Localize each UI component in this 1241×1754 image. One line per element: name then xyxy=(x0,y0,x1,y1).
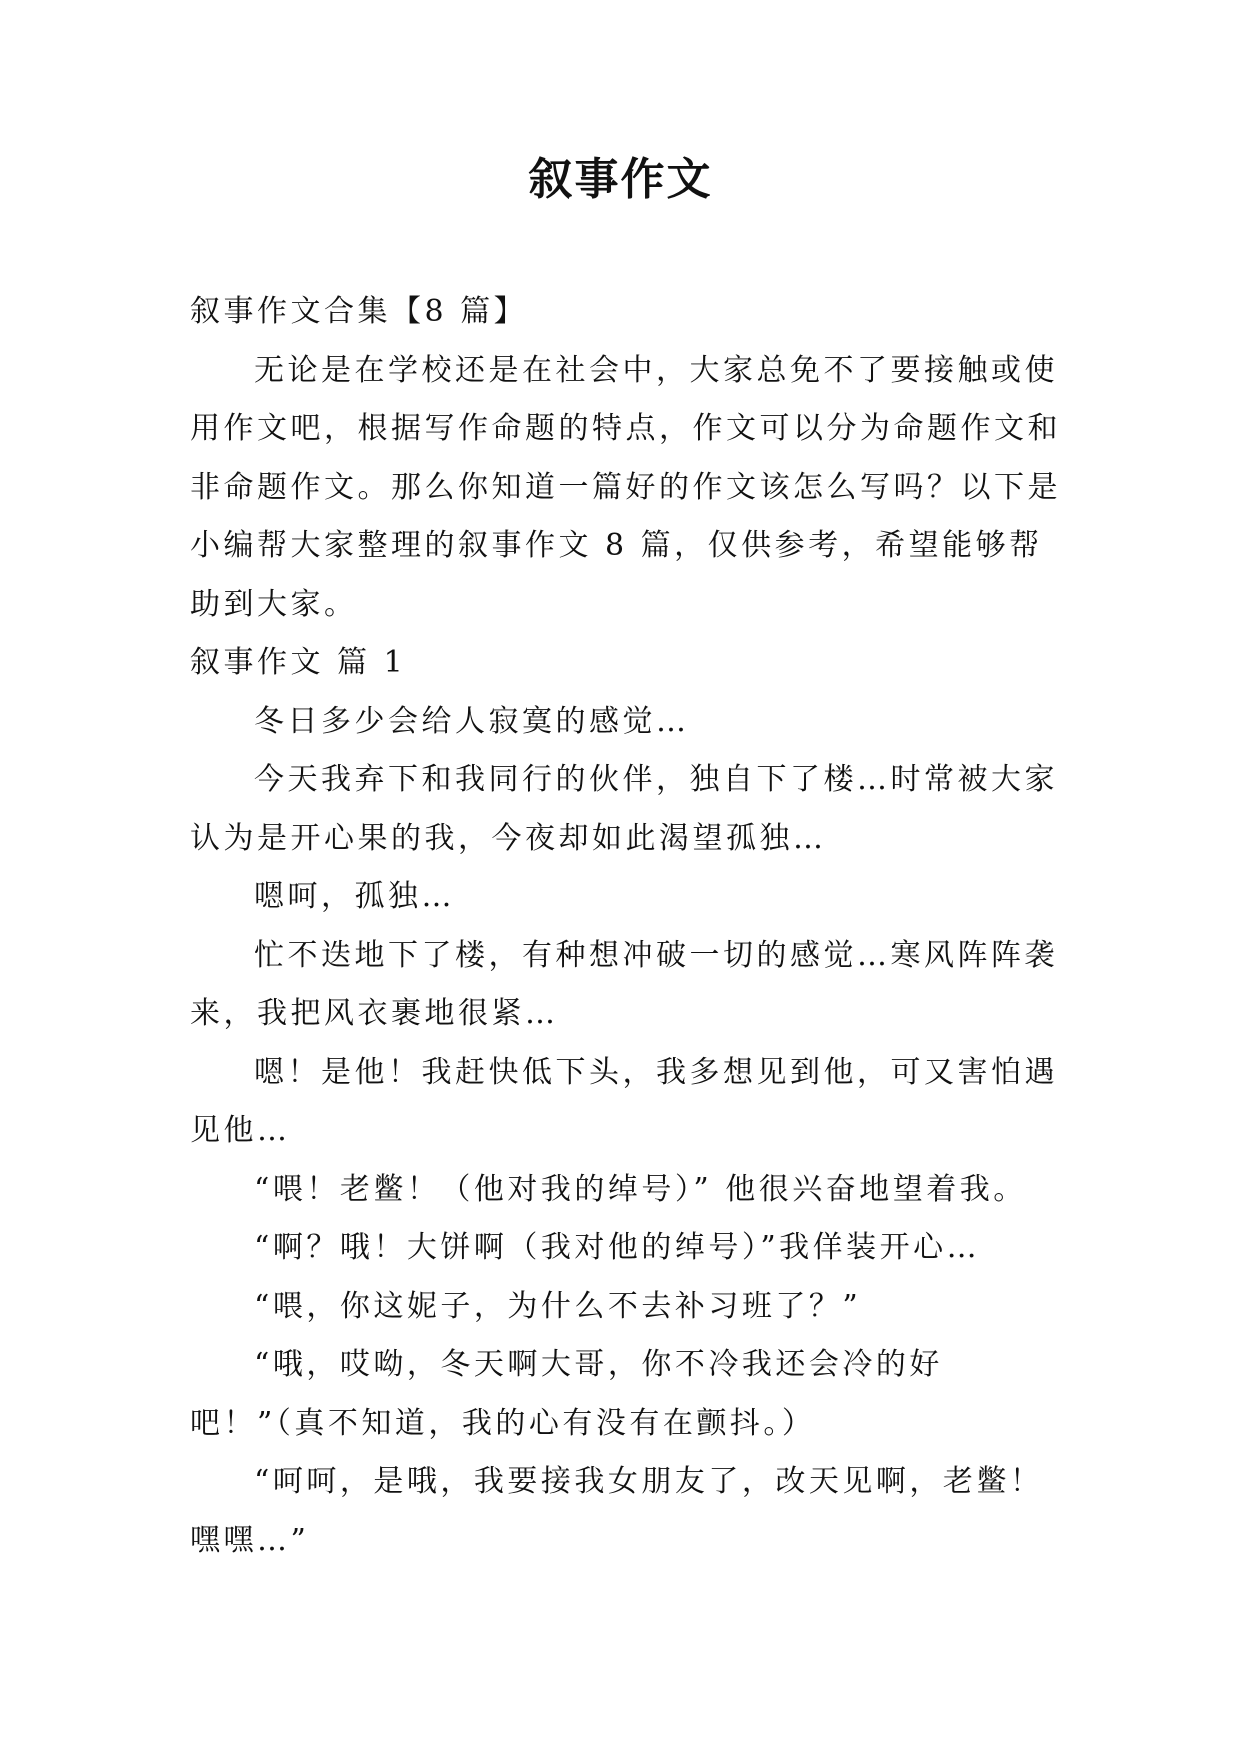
paragraph-dialogue: “喂！老鳖！（他对我的绰号）” 他很兴奋地望着我。 xyxy=(254,1171,1027,1207)
paragraph: 嗯！是他！我赶快低下头，我多想见到他，可又害怕遇见他… xyxy=(190,1054,1058,1148)
paragraph: 冬日多少会给人寂寞的感觉… xyxy=(254,703,690,739)
paragraph: 忙不迭地下了楼，有种想冲破一切的感觉…寒风阵阵袭来，我把风衣裹地很紧… xyxy=(190,937,1058,1031)
paragraph-dialogue: “啊？哦！大饼啊（我对他的绰号）”我佯装开心… xyxy=(254,1230,981,1265)
paragraph-dialogue: “哦，哎呦，冬天啊大哥，你不冷我还会冷的好吧！”（真不知道，我的心有没有在颤抖。） xyxy=(190,1347,943,1441)
document-title: 叙事作文 xyxy=(528,154,713,205)
paragraph-dialogue: “喂，你这妮子，为什么不去补习班了？” xyxy=(254,1288,862,1324)
paragraph: 嗯呵，孤独… xyxy=(254,879,455,914)
paragraph-intro: 无论是在学校还是在社会中，大家总免不了要接触或使用作文吧，根据写作命题的特点，作文可以分为命题作文和非命题作文。那么你知道一篇好的作文该怎么写吗？以下是小编帮大家整理的叙事作文 8 篇，仅供参考，希望能够帮助到大家。 xyxy=(190,352,1061,622)
document-body xyxy=(190,283,1075,1570)
paragraph-dialogue: “呵呵，是哦，我要接我女朋友了，改天见啊，老鳖！嘿嘿…” xyxy=(190,1464,1044,1558)
paragraph: 今天我弃下和我同行的伙伴，独自下了楼…时常被大家认为是开心果的我，今夜却如此渴望孤独… xyxy=(190,762,1058,856)
paragraph-collection-heading: 叙事作文合集【8 篇】 xyxy=(190,294,528,329)
paragraph-section-heading: 叙事作文 篇 1 xyxy=(190,645,407,680)
